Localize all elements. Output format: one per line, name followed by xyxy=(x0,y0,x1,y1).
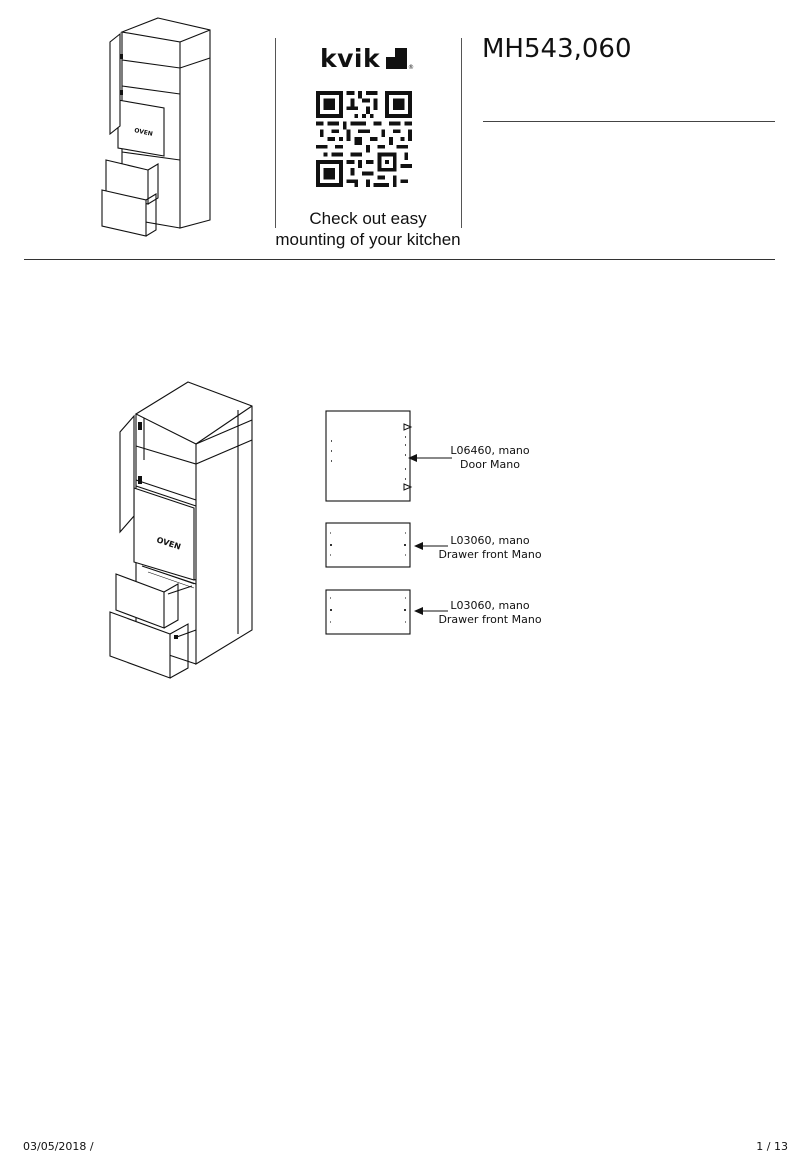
drawer-front-drawing-1 xyxy=(325,522,413,570)
footer-page-number xyxy=(740,1140,788,1153)
footer-date: 03/05/2018 / xyxy=(23,1140,94,1153)
part-name: Drawer front Mano xyxy=(438,613,542,626)
part-code: L06460, mano xyxy=(450,444,530,457)
qr-code[interactable] xyxy=(316,91,412,187)
drawer-front-drawing-2 xyxy=(325,589,413,637)
trademark-symbol: ® xyxy=(408,64,414,71)
part-name: Door Mano xyxy=(460,458,520,471)
qr-caption xyxy=(268,208,468,250)
part-label-drawer-1 xyxy=(430,534,550,562)
header-divider-right xyxy=(461,38,462,228)
brand-logo-square-notch xyxy=(386,48,395,57)
qr-caption-line-2: mounting of your kitchen xyxy=(275,230,461,249)
model-code-title: MH543,060 xyxy=(482,34,632,64)
brand-logo xyxy=(320,42,430,76)
part-label-drawer-2 xyxy=(430,599,550,627)
thumbnail-oven-label: OVEN xyxy=(133,127,154,138)
model-code-underline xyxy=(483,121,775,122)
part-label-door xyxy=(430,444,550,472)
header-rule xyxy=(24,259,775,260)
brand-logo-text: kvik xyxy=(320,44,381,73)
door-panel-drawing xyxy=(325,410,417,504)
footer-total-pages: / 13 xyxy=(766,1140,788,1153)
cabinet-thumbnail-illustration xyxy=(100,14,220,236)
oven-label: OVEN xyxy=(155,535,182,552)
footer-current-page: 1 xyxy=(756,1140,764,1153)
part-code: L03060, mano xyxy=(450,599,530,612)
qr-caption-line-1: Check out easy xyxy=(309,209,427,228)
header-divider-left xyxy=(275,38,276,228)
cabinet-exploded-illustration xyxy=(108,380,258,680)
part-name: Drawer front Mano xyxy=(438,548,542,561)
part-code: L03060, mano xyxy=(450,534,530,547)
